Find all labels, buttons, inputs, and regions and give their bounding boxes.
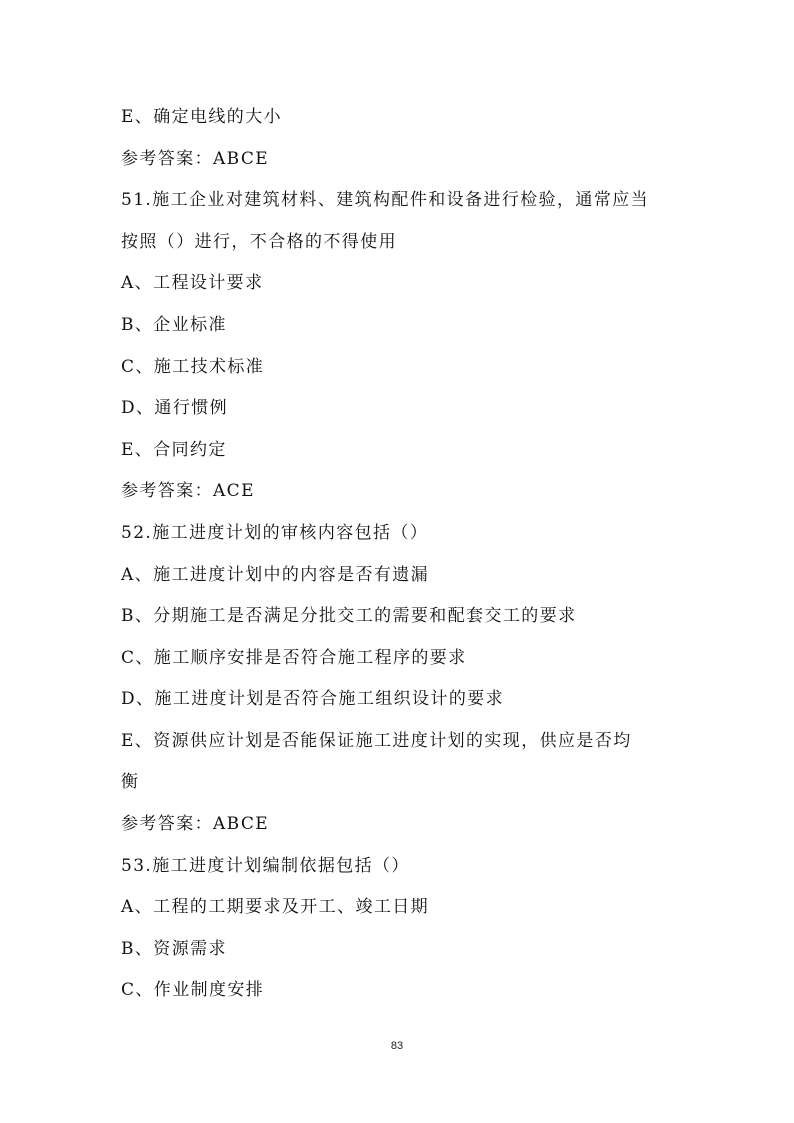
question-51-line-1: 51.施工企业对建筑材料、建筑构配件和设备进行检验，通常应当 [121, 190, 650, 210]
question-52: 52.施工进度计划的审核内容包括（） [121, 523, 429, 543]
question-51-line-2: 按照（）进行，不合格的不得使用 [121, 232, 397, 252]
option-a-q51: A、工程设计要求 [121, 273, 264, 293]
option-a-q52: A、施工进度计划中的内容是否有遗漏 [121, 565, 430, 585]
page-number: 83 [390, 1040, 404, 1052]
option-b-q52: B、分期施工是否满足分批交工的需要和配套交工的要求 [121, 606, 577, 626]
answer-q51: 参考答案：ACE [121, 481, 255, 501]
option-a-q53: A、工程的工期要求及开工、竣工日期 [121, 897, 430, 917]
option-c-q53: C、作业制度安排 [121, 980, 265, 1000]
option-e-q52-line-1: E、资源供应计划是否能保证施工进度计划的实现，供应是否均 [121, 731, 632, 751]
option-b-q51: B、企业标准 [121, 315, 227, 335]
answer-q52: 参考答案：ABCE [121, 814, 270, 834]
option-e-q50: E、确定电线的大小 [121, 107, 283, 127]
answer-q50: 参考答案：ABCE [121, 149, 270, 169]
option-d-q52: D、施工进度计划是否符合施工组织设计的要求 [121, 689, 505, 709]
option-e-q51: E、合同约定 [121, 440, 227, 460]
option-c-q51: C、施工技术标准 [121, 357, 265, 377]
question-53: 53.施工进度计划编制依据包括（） [121, 856, 410, 876]
option-d-q51: D、通行惯例 [121, 398, 229, 418]
option-b-q53: B、资源需求 [121, 939, 227, 959]
option-e-q52-line-2: 衡 [121, 772, 140, 792]
option-c-q52: C、施工顺序安排是否符合施工程序的要求 [121, 648, 467, 668]
